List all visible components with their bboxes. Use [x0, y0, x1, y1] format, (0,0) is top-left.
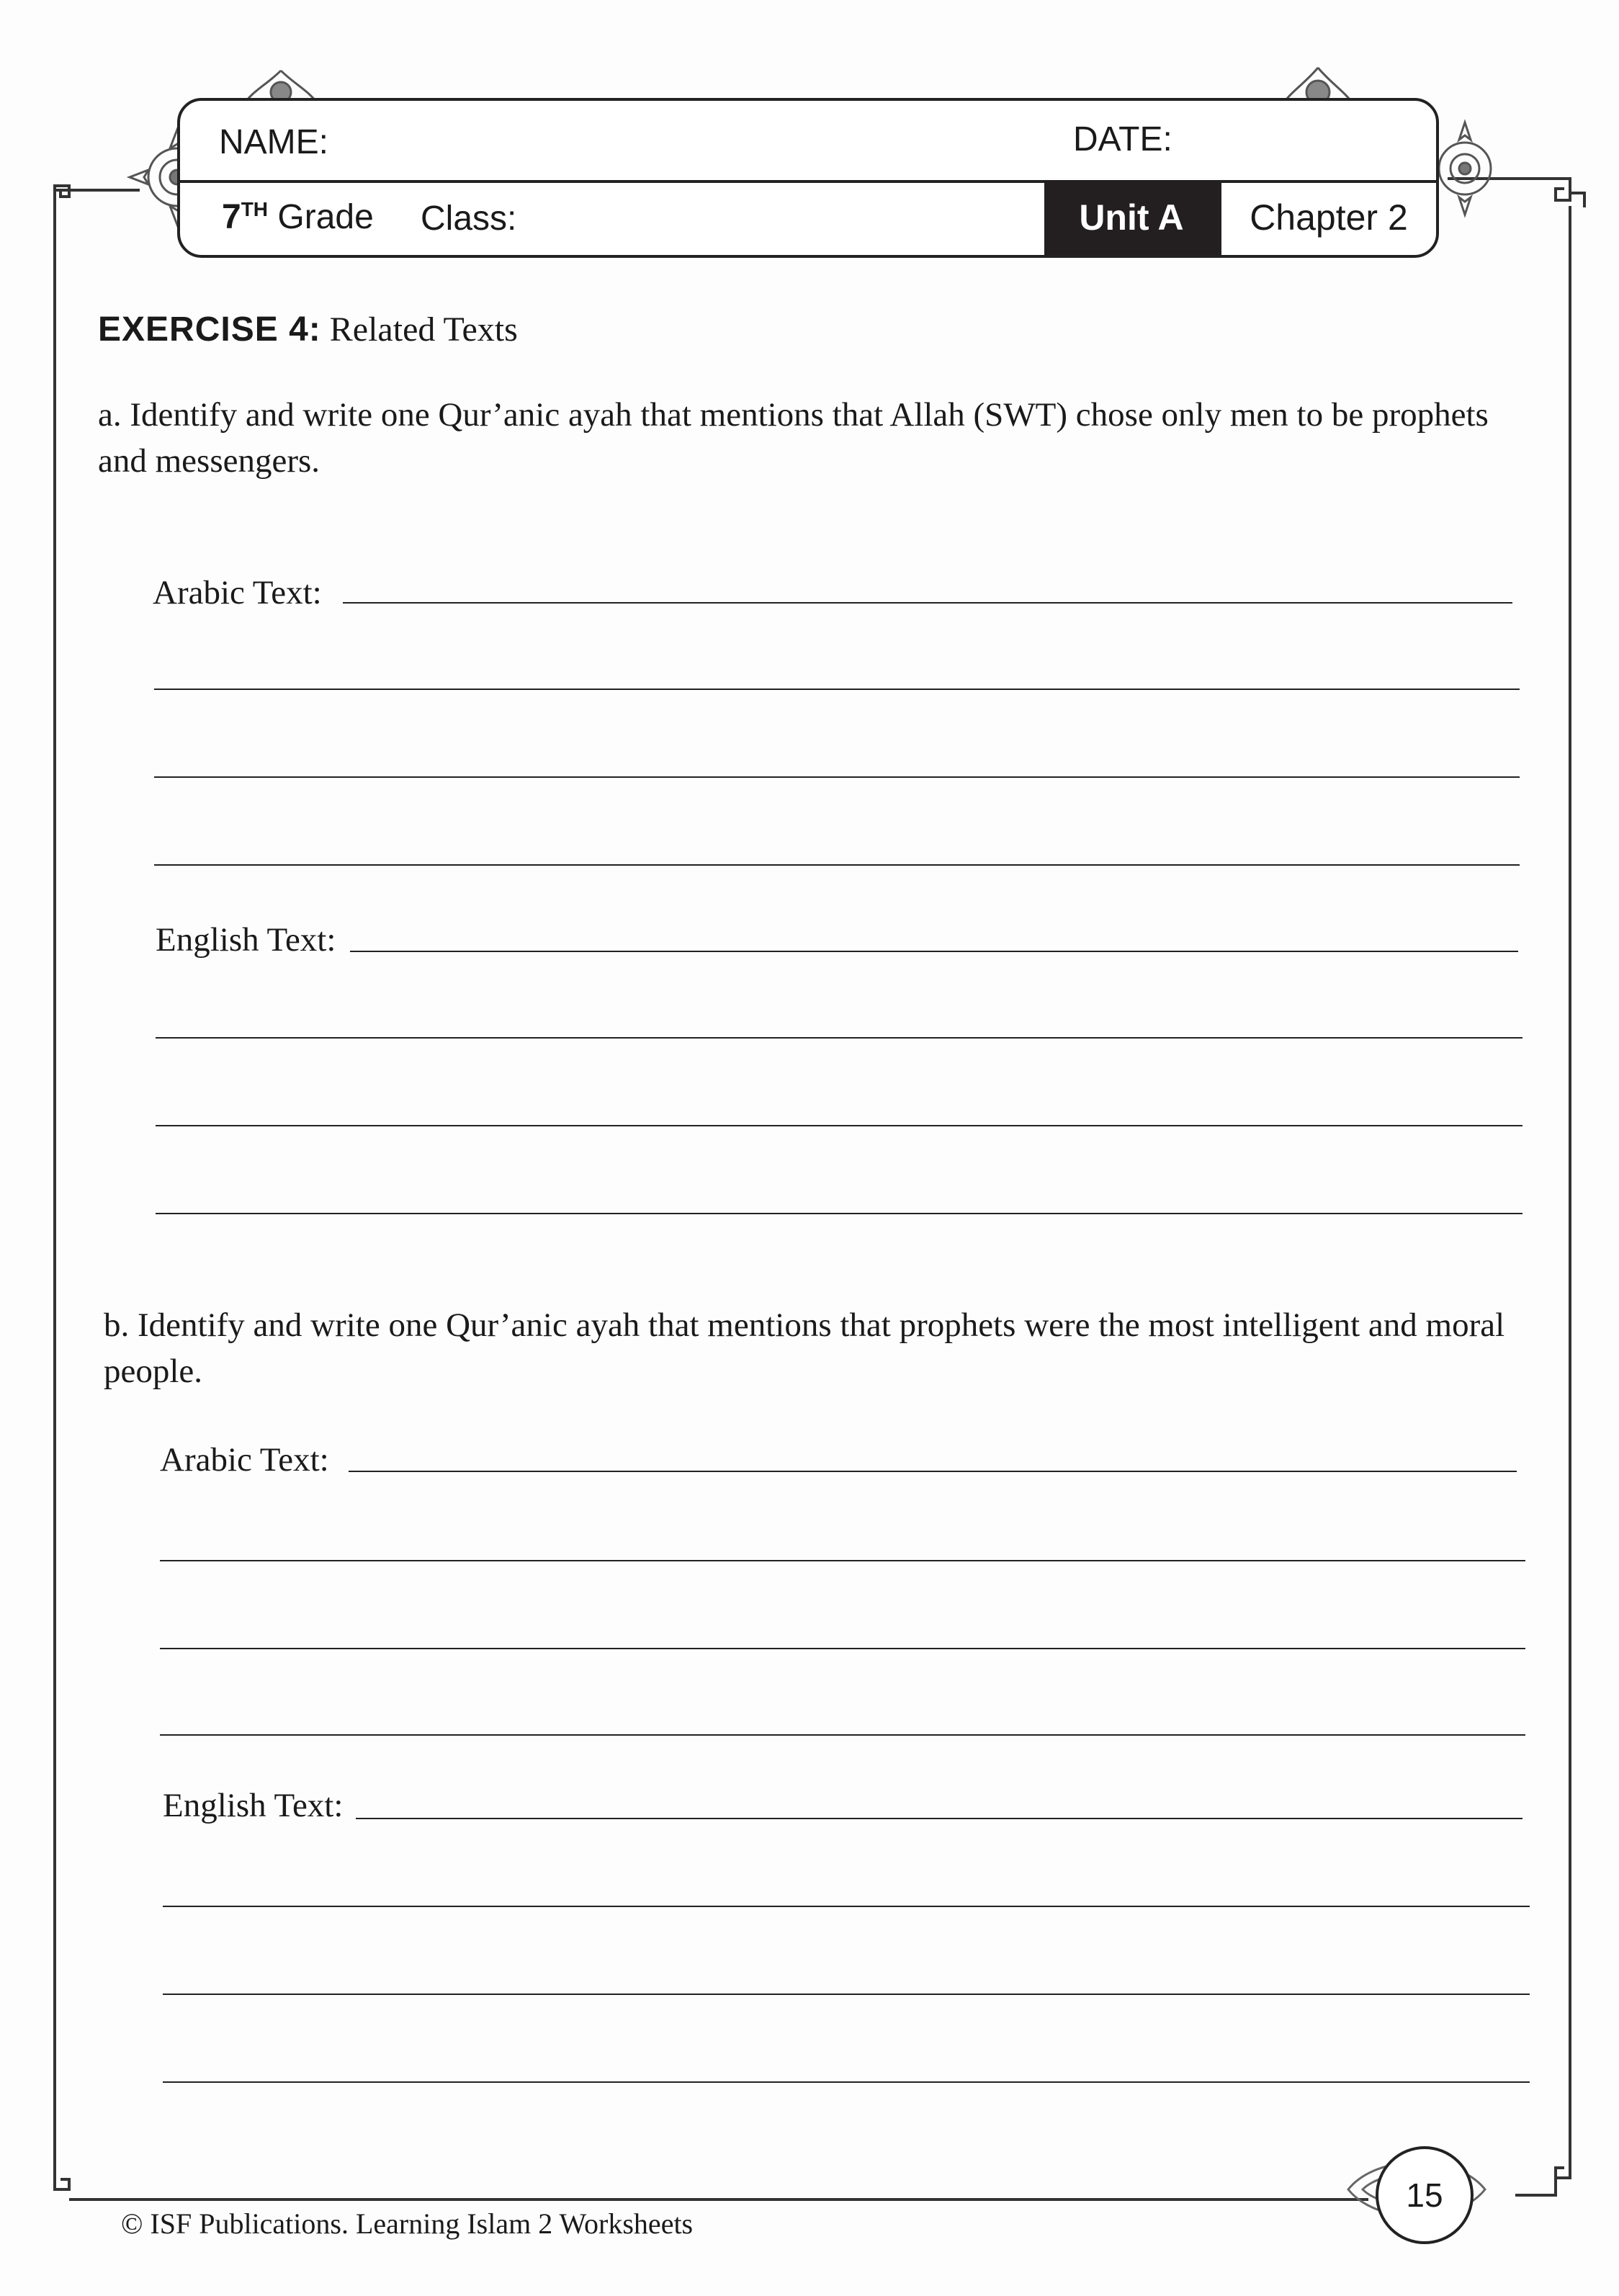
- grade-word: Grade: [277, 198, 374, 236]
- exercise-title: EXERCISE 4:: [98, 310, 321, 349]
- answer-line[interactable]: [163, 1906, 1530, 1907]
- answer-line[interactable]: [356, 1818, 1522, 1819]
- name-label: NAME:: [219, 123, 329, 161]
- grade-suffix: TH: [241, 198, 269, 220]
- header-row-grade-class: [180, 180, 1436, 255]
- header-row-name-date: [180, 101, 1436, 183]
- answer-line[interactable]: [163, 2081, 1530, 2083]
- frame-left-line: [53, 189, 56, 2162]
- frame-bottom-line: [94, 2198, 1368, 2201]
- frame-right-line: [1569, 206, 1571, 2162]
- answer-line[interactable]: [156, 1213, 1522, 1214]
- copyright-footer: © ISF Publications. Learning Islam 2 Worksheets: [121, 2207, 694, 2240]
- answer-line[interactable]: [160, 1560, 1525, 1561]
- corner-scroll-icon: [1512, 2149, 1584, 2207]
- answer-line[interactable]: [349, 1471, 1517, 1472]
- answer-line[interactable]: [154, 689, 1520, 690]
- answer-line[interactable]: [160, 1734, 1525, 1736]
- answer-line[interactable]: [156, 1125, 1522, 1126]
- question-a: a. Identify and write one Qur’anic ayah that mentions that Allah (SWT) chose only men to be prophets and messengers.: [98, 396, 1489, 480]
- answer-line[interactable]: [350, 951, 1518, 952]
- answer-line[interactable]: [163, 1994, 1530, 1995]
- answer-line[interactable]: [160, 1648, 1525, 1649]
- corner-scroll-icon: [48, 2153, 105, 2211]
- page-number: 15: [1376, 2146, 1474, 2244]
- grade-label: [222, 197, 374, 237]
- corner-scroll-icon: [1527, 164, 1599, 215]
- exercise-subtitle: Related Texts: [329, 310, 518, 349]
- student-info-header: [177, 98, 1439, 258]
- date-label: DATE:: [1073, 120, 1172, 158]
- chapter-label: Chapter 2: [1219, 180, 1436, 255]
- exercise-heading: [98, 310, 518, 349]
- answer-line[interactable]: [154, 776, 1520, 778]
- grade-number: 7: [222, 198, 241, 236]
- corner-scroll-icon: [40, 171, 105, 215]
- unit-badge: Unit A: [1044, 180, 1219, 255]
- english-text-label-a: English Text:: [156, 921, 336, 959]
- question-b: b. Identify and write one Qur’anic ayah that mentions that prophets were the most intelligent and moral people.: [104, 1306, 1505, 1390]
- arabic-text-label-a: Arabic Text:: [153, 574, 322, 611]
- english-text-label-b: English Text:: [163, 1787, 344, 1824]
- answer-line[interactable]: [156, 1037, 1522, 1039]
- arabic-text-label-b: Arabic Text:: [160, 1441, 329, 1479]
- class-label: Class:: [421, 199, 517, 238]
- answer-line[interactable]: [343, 602, 1512, 604]
- answer-line[interactable]: [154, 864, 1520, 866]
